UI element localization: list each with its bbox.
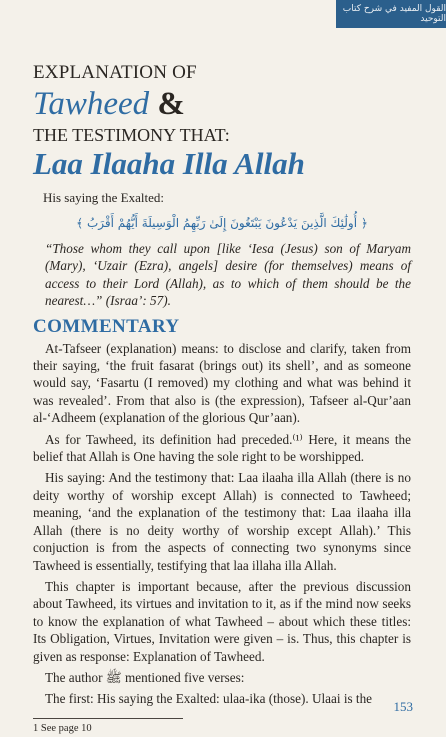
paragraph-five-verses: The author ﷺ mentioned five verses: <box>45 669 245 685</box>
arabic-verse: ﴿ أُولَٰئِكَ الَّذِينَ يَدْعُونَ يَبْتَغُونَ إِلَىٰ رَبِّهِمُ الْوَسِيلَةَ أَيُّهُمْ أَقْرَبُ ﴾ <box>76 216 368 230</box>
page-content <box>33 62 411 734</box>
paragraph-first-verse: The first: His saying the Exalted: ulaa-ika (those). Ulaai is the <box>45 691 373 707</box>
footnote: 1 See page 10 <box>33 722 92 734</box>
running-header: القول المفيد في شرح كتاب التوحيد <box>336 0 446 28</box>
intro-line: His saying the Exalted: <box>43 190 164 205</box>
verse-translation: “Those whom they call upon [like ‘Iesa (Jesus) son of Maryam (Mary), ‘Uzair (Ezra), angels] desire (for themselves) means of access to their Lord (Allah), as to which of them should be the nearest…” (Israa’: 57). <box>45 241 411 309</box>
title-tawheed-word: Tawheed <box>33 86 150 122</box>
title-line-3: THE TESTIMONY THAT: <box>33 125 230 145</box>
footnote-divider <box>33 718 183 719</box>
paragraph-testimony: His saying: And the testimony that: Laa ilaaha illa Allah (there is no deity worthy of worship except Allah) is connected to Tawheed; meaning, ‘and the explanation of the testimony that: Laa ilaaha illa Allah (there is no deity worthy of worship except Allah).’ This conjuction is from the aspects of connecting two synonyms since Tawheed is essentially, testifying that laa illaha illa Allah. <box>33 470 411 573</box>
paragraph-tawheed-definition: As for Tawheed, its definition had preceded.⁽¹⁾ Here, it means the belief that Allah is One having the sole right to be worshipped. <box>33 431 411 465</box>
title-shahada: Laa Ilaaha Illa Allah <box>33 146 305 181</box>
paragraph-importance: This chapter is important because, after the previous discussion about Tawheed, its virtues and invitation to it, as if the mind now seeks to know the explanation of what Tawheed – about which these titles: Its Obligation, Virtues, Invitation were given – is. Thus, this chapter is given as response: Explanation of Tawheed. <box>33 578 411 664</box>
page-number: 153 <box>393 699 413 714</box>
commentary-heading: COMMENTARY <box>33 315 180 337</box>
title-ampersand: & <box>157 86 185 122</box>
paragraph-tafseer: At-Tafseer (explanation) means: to disclose and clarify, taken from their saying, ‘the fruit fasarat (brings out) its shell’, and as someone would say, ‘Fasartu (I removed) my clothing and what was behind it was revealed’. From that also is (the expression), Tafseer al-Qur’aan al-‘Adheem (explanation of the glorious Qur’aan). <box>33 340 411 426</box>
title-line-1: EXPLANATION OF <box>33 62 197 83</box>
title-tawheed <box>33 86 411 122</box>
